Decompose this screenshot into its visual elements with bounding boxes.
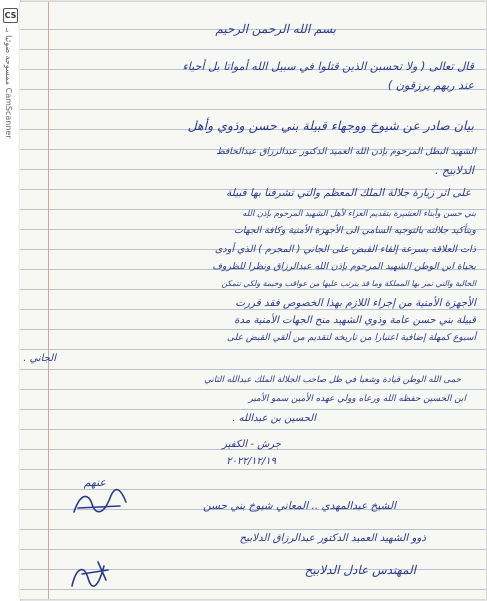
signatory-tribe-sheikhs: الشيخ عبدالمهدي .. المعاني شيوخ بني حسن xyxy=(203,500,396,512)
body-line-7: الأجهزة الأمنية من إجراء اللازم بهذا الخصوص فقد قررت xyxy=(235,297,476,309)
body-line-4: ذات العلاقة بسرعة إلقاء القبض على الجاني ( المجرم ) الذي أودى xyxy=(214,244,476,255)
signature-scribble-1 xyxy=(70,488,130,518)
statement-line-2: الشهيد البطل المرحوم بإذن الله العميد الدكتور عبدالرزاق عبدالحافظ xyxy=(216,146,476,157)
body-line-9: أسبوع كمهلة إضافية اعتبارا من تاريخه لتقديم من ألقي القبض على xyxy=(226,333,476,343)
body-line-1: على اثر زيارة جلالة الملك المعظم والتي تشرفنا بها قبيلة xyxy=(226,187,471,199)
signatory-family: ذوو الشهيد العميد الدكتور عبدالرزاق الدلابيح xyxy=(239,532,426,544)
body-line-8: قبيلة بني حسن عامة وذوي الشهيد منح الجهات الأمنية مدة xyxy=(234,315,476,326)
basmala: بسم الله الرحمن الرحيم xyxy=(215,22,336,36)
statement-line-3: الدلابيح . xyxy=(435,164,474,177)
letter-date: ٢٠٢٢/١٢/١٩ xyxy=(226,456,276,467)
scanner-caption: ممسوحة ضوئيا بـ CamScanner xyxy=(4,28,13,139)
scanner-watermark-strip xyxy=(0,0,21,601)
verse-line-2: عند ربهم يرزقون ) xyxy=(387,79,474,92)
margin-rule xyxy=(48,2,49,599)
signatory-engineer: المهندس عادل الدلابيح xyxy=(304,563,416,577)
body-line-10: الجاني . xyxy=(23,353,56,364)
body-line-3: وبتأكيد جلالته بالتوجيه السامي الى الأجهزة الأمنية وكافة الجهات xyxy=(233,225,476,236)
scanned-letter-page xyxy=(20,2,486,599)
body-line-6: الحالية والتي تمر بها المملكة وما قد يترتب عليها من عواقب وخيمة ولكي تتمكن xyxy=(221,279,476,288)
signature-scribble-2 xyxy=(68,558,118,592)
body-line-5: بحياة ابن الوطن الشهيد المرحوم بإذن الله عبدالرزاق ونظرا للظروف xyxy=(212,261,476,272)
closing-line-1: حمى الله الوطن قيادة وشعبا في ظل صاحب الجلالة الملك عبدالله الثاني xyxy=(204,375,461,385)
closing-line-2: ابن الحسين حفظه الله ورعاه وولي عهده الأمين سمو الأمير xyxy=(248,394,466,404)
letter-place: جرش - الكفير xyxy=(222,439,281,450)
camscanner-logo-icon: CS xyxy=(3,8,18,23)
verse-line-1: قال تعالى ( ولا تحسبن الذين قتلوا في سبيل الله أمواتا بل أحياء xyxy=(182,60,474,73)
on-behalf-label: عنهم xyxy=(83,476,106,489)
body-line-2: بني حسن وأبناء العشيرة بتقديم العزاء لأهل الشهيد المرحوم بإذن الله xyxy=(242,208,476,218)
statement-line-1: بيان صادر عن شيوخ ووجهاء قبيلة بني حسن وذوي وأهل xyxy=(187,118,474,133)
closing-line-3: الحسين بن عبدالله . xyxy=(232,413,316,424)
